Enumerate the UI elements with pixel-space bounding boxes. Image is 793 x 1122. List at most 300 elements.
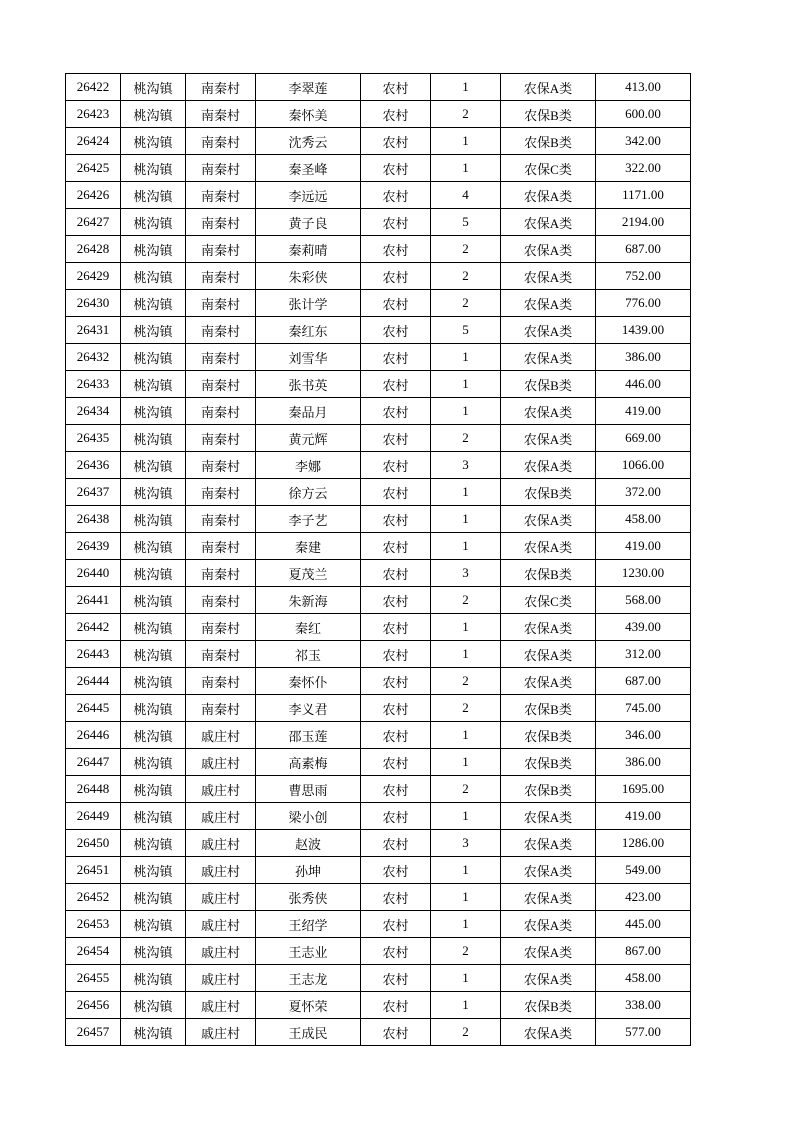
table-cell-town: 桃沟镇 [121, 425, 186, 452]
table-cell-person-name: 王志业 [256, 938, 361, 965]
table-cell-village: 南秦村 [186, 317, 256, 344]
table-cell-residence-type: 农村 [361, 479, 431, 506]
table-cell-town: 桃沟镇 [121, 101, 186, 128]
table-cell-person-name: 张书英 [256, 371, 361, 398]
table-cell-person-count: 5 [431, 209, 501, 236]
table-cell-insurance-category: 农保B类 [501, 722, 596, 749]
table-cell-person-name: 李翠莲 [256, 74, 361, 101]
table-cell-village: 戚庄村 [186, 749, 256, 776]
table-cell-record-id: 26425 [66, 155, 121, 182]
table-cell-record-id: 26450 [66, 830, 121, 857]
table-cell-village: 南秦村 [186, 587, 256, 614]
table-cell-residence-type: 农村 [361, 263, 431, 290]
table-cell-town: 桃沟镇 [121, 128, 186, 155]
table-cell-person-count: 2 [431, 425, 501, 452]
table-row [66, 776, 691, 803]
table-cell-record-id: 26455 [66, 965, 121, 992]
table-cell-record-id: 26438 [66, 506, 121, 533]
table-cell-amount: 687.00 [596, 668, 691, 695]
table-cell-insurance-category: 农保A类 [501, 641, 596, 668]
table-cell-insurance-category: 农保A类 [501, 911, 596, 938]
table-cell-record-id: 26430 [66, 290, 121, 317]
table-cell-amount: 752.00 [596, 263, 691, 290]
table-cell-person-count: 2 [431, 695, 501, 722]
table-cell-insurance-category: 农保A类 [501, 263, 596, 290]
table-cell-residence-type: 农村 [361, 209, 431, 236]
table-row [66, 992, 691, 1019]
table-cell-person-name: 秦怀仆 [256, 668, 361, 695]
table-cell-person-name: 高素梅 [256, 749, 361, 776]
table-row [66, 965, 691, 992]
table-cell-village: 戚庄村 [186, 992, 256, 1019]
table-cell-amount: 439.00 [596, 614, 691, 641]
table-cell-person-count: 4 [431, 182, 501, 209]
table-cell-amount: 372.00 [596, 479, 691, 506]
table-cell-village: 南秦村 [186, 74, 256, 101]
table-cell-town: 桃沟镇 [121, 74, 186, 101]
table-cell-village: 南秦村 [186, 236, 256, 263]
table-cell-amount: 1439.00 [596, 317, 691, 344]
table-cell-insurance-category: 农保B类 [501, 371, 596, 398]
table-cell-record-id: 26445 [66, 695, 121, 722]
table-row [66, 911, 691, 938]
table-row [66, 425, 691, 452]
table-cell-record-id: 26442 [66, 614, 121, 641]
table-cell-town: 桃沟镇 [121, 479, 186, 506]
table-cell-person-count: 1 [431, 722, 501, 749]
table-cell-insurance-category: 农保C类 [501, 155, 596, 182]
table-row [66, 452, 691, 479]
table-cell-town: 桃沟镇 [121, 506, 186, 533]
table-cell-insurance-category: 农保B类 [501, 992, 596, 1019]
table-cell-person-name: 王绍学 [256, 911, 361, 938]
table-row [66, 722, 691, 749]
table-cell-insurance-category: 农保A类 [501, 938, 596, 965]
table-cell-village: 戚庄村 [186, 965, 256, 992]
table-row [66, 344, 691, 371]
table-cell-insurance-category: 农保A类 [501, 884, 596, 911]
table-cell-village: 南秦村 [186, 560, 256, 587]
table-row [66, 155, 691, 182]
table-cell-residence-type: 农村 [361, 965, 431, 992]
table-cell-village: 戚庄村 [186, 722, 256, 749]
table-cell-village: 戚庄村 [186, 830, 256, 857]
table-cell-person-count: 1 [431, 506, 501, 533]
table-cell-town: 桃沟镇 [121, 209, 186, 236]
table-cell-insurance-category: 农保B类 [501, 128, 596, 155]
table-cell-amount: 1695.00 [596, 776, 691, 803]
table-cell-insurance-category: 农保B类 [501, 749, 596, 776]
table-cell-insurance-category: 农保B类 [501, 560, 596, 587]
table-row [66, 101, 691, 128]
table-cell-record-id: 26428 [66, 236, 121, 263]
table-cell-amount: 669.00 [596, 425, 691, 452]
table-cell-residence-type: 农村 [361, 560, 431, 587]
table-cell-person-count: 2 [431, 263, 501, 290]
table-cell-residence-type: 农村 [361, 425, 431, 452]
table-cell-town: 桃沟镇 [121, 776, 186, 803]
table-cell-insurance-category: 农保A类 [501, 344, 596, 371]
table-cell-person-count: 1 [431, 479, 501, 506]
table-cell-town: 桃沟镇 [121, 722, 186, 749]
table-cell-town: 桃沟镇 [121, 857, 186, 884]
table-cell-person-name: 李子艺 [256, 506, 361, 533]
table-cell-amount: 386.00 [596, 749, 691, 776]
table-cell-village: 南秦村 [186, 128, 256, 155]
table-cell-person-name: 徐方云 [256, 479, 361, 506]
table-cell-residence-type: 农村 [361, 668, 431, 695]
table-cell-village: 南秦村 [186, 668, 256, 695]
table-row [66, 263, 691, 290]
table-cell-amount: 413.00 [596, 74, 691, 101]
table-cell-amount: 1286.00 [596, 830, 691, 857]
table-cell-village: 南秦村 [186, 263, 256, 290]
table-cell-person-name: 朱新海 [256, 587, 361, 614]
table-cell-town: 桃沟镇 [121, 236, 186, 263]
table-cell-town: 桃沟镇 [121, 398, 186, 425]
table-cell-record-id: 26433 [66, 371, 121, 398]
table-cell-amount: 312.00 [596, 641, 691, 668]
table-cell-insurance-category: 农保A类 [501, 452, 596, 479]
table-cell-insurance-category: 农保A类 [501, 290, 596, 317]
table-cell-record-id: 26454 [66, 938, 121, 965]
table-cell-person-count: 2 [431, 668, 501, 695]
table-cell-town: 桃沟镇 [121, 695, 186, 722]
table-row [66, 749, 691, 776]
table-cell-person-name: 秦圣峰 [256, 155, 361, 182]
table-cell-village: 南秦村 [186, 344, 256, 371]
table-cell-insurance-category: 农保A类 [501, 965, 596, 992]
table-cell-amount: 445.00 [596, 911, 691, 938]
table-cell-residence-type: 农村 [361, 695, 431, 722]
table-cell-insurance-category: 农保A类 [501, 803, 596, 830]
table-cell-record-id: 26434 [66, 398, 121, 425]
table-cell-town: 桃沟镇 [121, 263, 186, 290]
table-cell-residence-type: 农村 [361, 830, 431, 857]
table-cell-person-name: 秦怀美 [256, 101, 361, 128]
table-cell-village: 戚庄村 [186, 1019, 256, 1046]
table-cell-person-count: 1 [431, 749, 501, 776]
table-cell-amount: 458.00 [596, 506, 691, 533]
table-cell-residence-type: 农村 [361, 938, 431, 965]
table-cell-record-id: 26435 [66, 425, 121, 452]
benefits-table [65, 73, 691, 1046]
table-cell-insurance-category: 农保A类 [501, 614, 596, 641]
table-cell-residence-type: 农村 [361, 884, 431, 911]
table-cell-town: 桃沟镇 [121, 587, 186, 614]
table-cell-person-name: 夏茂兰 [256, 560, 361, 587]
table-cell-person-count: 1 [431, 884, 501, 911]
table-cell-town: 桃沟镇 [121, 803, 186, 830]
table-cell-person-name: 秦红 [256, 614, 361, 641]
table-cell-amount: 745.00 [596, 695, 691, 722]
table-cell-person-name: 王志龙 [256, 965, 361, 992]
table-cell-record-id: 26429 [66, 263, 121, 290]
table-cell-town: 桃沟镇 [121, 317, 186, 344]
table-cell-amount: 577.00 [596, 1019, 691, 1046]
table-cell-insurance-category: 农保B类 [501, 695, 596, 722]
table-cell-record-id: 26449 [66, 803, 121, 830]
table-cell-insurance-category: 农保A类 [501, 317, 596, 344]
table-cell-village: 南秦村 [186, 533, 256, 560]
table-cell-amount: 338.00 [596, 992, 691, 1019]
table-row [66, 614, 691, 641]
table-row [66, 857, 691, 884]
table-cell-amount: 446.00 [596, 371, 691, 398]
table-cell-person-name: 秦品月 [256, 398, 361, 425]
table-row [66, 290, 691, 317]
table-cell-town: 桃沟镇 [121, 452, 186, 479]
table-row [66, 668, 691, 695]
table-cell-residence-type: 农村 [361, 101, 431, 128]
table-cell-residence-type: 农村 [361, 614, 431, 641]
table-cell-amount: 342.00 [596, 128, 691, 155]
table-cell-person-count: 1 [431, 155, 501, 182]
table-cell-residence-type: 农村 [361, 1019, 431, 1046]
table-cell-person-name: 曹思雨 [256, 776, 361, 803]
table-cell-insurance-category: 农保B类 [501, 101, 596, 128]
table-cell-insurance-category: 农保A类 [501, 1019, 596, 1046]
table-cell-residence-type: 农村 [361, 398, 431, 425]
table-cell-town: 桃沟镇 [121, 371, 186, 398]
table-cell-record-id: 26424 [66, 128, 121, 155]
table-cell-village: 南秦村 [186, 209, 256, 236]
table-cell-person-count: 2 [431, 236, 501, 263]
table-cell-village: 南秦村 [186, 452, 256, 479]
table-cell-person-count: 1 [431, 911, 501, 938]
table-row [66, 533, 691, 560]
table-cell-record-id: 26437 [66, 479, 121, 506]
table-cell-amount: 1230.00 [596, 560, 691, 587]
table-cell-village: 南秦村 [186, 695, 256, 722]
table-cell-residence-type: 农村 [361, 641, 431, 668]
table-cell-record-id: 26451 [66, 857, 121, 884]
table-cell-person-name: 李义君 [256, 695, 361, 722]
table-cell-record-id: 26446 [66, 722, 121, 749]
table-cell-village: 南秦村 [186, 182, 256, 209]
table-cell-person-name: 张计学 [256, 290, 361, 317]
table-cell-residence-type: 农村 [361, 857, 431, 884]
table-cell-insurance-category: 农保A类 [501, 74, 596, 101]
table-cell-person-count: 1 [431, 641, 501, 668]
table-cell-town: 桃沟镇 [121, 830, 186, 857]
table-cell-residence-type: 农村 [361, 722, 431, 749]
table-cell-town: 桃沟镇 [121, 749, 186, 776]
table-cell-amount: 600.00 [596, 101, 691, 128]
table-cell-person-name: 沈秀云 [256, 128, 361, 155]
table-cell-person-count: 1 [431, 533, 501, 560]
table-cell-record-id: 26426 [66, 182, 121, 209]
table-cell-record-id: 26439 [66, 533, 121, 560]
table-cell-residence-type: 农村 [361, 182, 431, 209]
table-cell-town: 桃沟镇 [121, 668, 186, 695]
table-cell-residence-type: 农村 [361, 344, 431, 371]
table-cell-town: 桃沟镇 [121, 1019, 186, 1046]
table-cell-amount: 1171.00 [596, 182, 691, 209]
table-cell-residence-type: 农村 [361, 74, 431, 101]
table-cell-village: 南秦村 [186, 155, 256, 182]
table-cell-village: 南秦村 [186, 506, 256, 533]
table-cell-village: 南秦村 [186, 371, 256, 398]
table-row [66, 182, 691, 209]
table-cell-person-name: 朱彩侠 [256, 263, 361, 290]
table-cell-insurance-category: 农保C类 [501, 587, 596, 614]
table-row [66, 641, 691, 668]
table-row [66, 209, 691, 236]
table-cell-amount: 386.00 [596, 344, 691, 371]
table-cell-insurance-category: 农保A类 [501, 830, 596, 857]
table-container [65, 73, 691, 1046]
table-cell-person-count: 1 [431, 74, 501, 101]
table-row [66, 317, 691, 344]
table-cell-village: 戚庄村 [186, 911, 256, 938]
table-cell-amount: 419.00 [596, 398, 691, 425]
table-row [66, 830, 691, 857]
table-cell-person-count: 2 [431, 290, 501, 317]
table-cell-residence-type: 农村 [361, 290, 431, 317]
table-cell-person-count: 2 [431, 1019, 501, 1046]
table-cell-village: 南秦村 [186, 479, 256, 506]
table-row [66, 398, 691, 425]
table-cell-village: 南秦村 [186, 425, 256, 452]
table-cell-village: 戚庄村 [186, 884, 256, 911]
table-cell-residence-type: 农村 [361, 776, 431, 803]
table-cell-record-id: 26452 [66, 884, 121, 911]
table-cell-town: 桃沟镇 [121, 614, 186, 641]
table-cell-town: 桃沟镇 [121, 560, 186, 587]
table-cell-residence-type: 农村 [361, 587, 431, 614]
table-cell-person-count: 2 [431, 776, 501, 803]
table-row [66, 506, 691, 533]
table-cell-town: 桃沟镇 [121, 533, 186, 560]
table-cell-person-name: 祁玉 [256, 641, 361, 668]
table-cell-person-count: 1 [431, 965, 501, 992]
table-cell-town: 桃沟镇 [121, 344, 186, 371]
table-cell-person-count: 2 [431, 587, 501, 614]
table-cell-insurance-category: 农保A类 [501, 236, 596, 263]
table-row [66, 128, 691, 155]
table-body [66, 74, 691, 1046]
table-cell-village: 戚庄村 [186, 938, 256, 965]
table-cell-record-id: 26423 [66, 101, 121, 128]
table-cell-person-count: 1 [431, 803, 501, 830]
table-row [66, 371, 691, 398]
table-cell-amount: 1066.00 [596, 452, 691, 479]
table-cell-insurance-category: 农保A类 [501, 668, 596, 695]
table-cell-record-id: 26448 [66, 776, 121, 803]
table-cell-amount: 568.00 [596, 587, 691, 614]
table-cell-village: 戚庄村 [186, 803, 256, 830]
table-cell-insurance-category: 农保A类 [501, 398, 596, 425]
table-cell-person-name: 赵波 [256, 830, 361, 857]
table-row [66, 938, 691, 965]
table-cell-residence-type: 农村 [361, 911, 431, 938]
table-cell-person-count: 1 [431, 614, 501, 641]
table-cell-record-id: 26427 [66, 209, 121, 236]
table-cell-person-count: 1 [431, 344, 501, 371]
table-cell-person-count: 3 [431, 452, 501, 479]
table-cell-village: 南秦村 [186, 614, 256, 641]
table-cell-amount: 322.00 [596, 155, 691, 182]
table-cell-residence-type: 农村 [361, 236, 431, 263]
table-cell-amount: 419.00 [596, 803, 691, 830]
table-cell-amount: 867.00 [596, 938, 691, 965]
table-cell-town: 桃沟镇 [121, 992, 186, 1019]
table-cell-insurance-category: 农保A类 [501, 425, 596, 452]
table-cell-record-id: 26432 [66, 344, 121, 371]
table-cell-town: 桃沟镇 [121, 155, 186, 182]
table-cell-village: 南秦村 [186, 398, 256, 425]
table-cell-person-name: 王成民 [256, 1019, 361, 1046]
table-cell-insurance-category: 农保B类 [501, 479, 596, 506]
table-cell-record-id: 26456 [66, 992, 121, 1019]
table-cell-person-count: 1 [431, 992, 501, 1019]
table-row [66, 74, 691, 101]
table-cell-person-count: 1 [431, 128, 501, 155]
table-cell-amount: 419.00 [596, 533, 691, 560]
table-cell-amount: 458.00 [596, 965, 691, 992]
table-cell-amount: 687.00 [596, 236, 691, 263]
table-cell-person-count: 1 [431, 371, 501, 398]
table-cell-person-count: 2 [431, 938, 501, 965]
table-row [66, 803, 691, 830]
table-cell-person-name: 秦红东 [256, 317, 361, 344]
table-cell-person-name: 李远远 [256, 182, 361, 209]
table-cell-town: 桃沟镇 [121, 965, 186, 992]
table-row [66, 884, 691, 911]
table-cell-village: 戚庄村 [186, 776, 256, 803]
table-cell-amount: 423.00 [596, 884, 691, 911]
table-cell-village: 南秦村 [186, 101, 256, 128]
table-cell-amount: 2194.00 [596, 209, 691, 236]
table-cell-town: 桃沟镇 [121, 938, 186, 965]
table-cell-record-id: 26431 [66, 317, 121, 344]
table-cell-residence-type: 农村 [361, 155, 431, 182]
table-cell-amount: 776.00 [596, 290, 691, 317]
table-cell-town: 桃沟镇 [121, 182, 186, 209]
table-cell-residence-type: 农村 [361, 452, 431, 479]
table-cell-insurance-category: 农保A类 [501, 533, 596, 560]
table-cell-record-id: 26422 [66, 74, 121, 101]
table-cell-village: 南秦村 [186, 290, 256, 317]
table-cell-town: 桃沟镇 [121, 911, 186, 938]
table-cell-residence-type: 农村 [361, 506, 431, 533]
table-cell-amount: 346.00 [596, 722, 691, 749]
table-cell-amount: 549.00 [596, 857, 691, 884]
table-cell-person-count: 5 [431, 317, 501, 344]
table-cell-residence-type: 农村 [361, 749, 431, 776]
table-cell-person-name: 黄子良 [256, 209, 361, 236]
table-cell-record-id: 26436 [66, 452, 121, 479]
table-cell-record-id: 26453 [66, 911, 121, 938]
table-cell-person-name: 李娜 [256, 452, 361, 479]
table-cell-record-id: 26440 [66, 560, 121, 587]
table-cell-insurance-category: 农保A类 [501, 857, 596, 884]
table-cell-person-name: 张秀侠 [256, 884, 361, 911]
table-cell-town: 桃沟镇 [121, 884, 186, 911]
table-cell-person-count: 3 [431, 560, 501, 587]
table-cell-person-name: 梁小创 [256, 803, 361, 830]
table-cell-record-id: 26447 [66, 749, 121, 776]
table-cell-residence-type: 农村 [361, 371, 431, 398]
table-cell-residence-type: 农村 [361, 803, 431, 830]
table-cell-record-id: 26443 [66, 641, 121, 668]
table-cell-residence-type: 农村 [361, 128, 431, 155]
table-row [66, 587, 691, 614]
table-cell-town: 桃沟镇 [121, 290, 186, 317]
table-cell-person-name: 秦莉晴 [256, 236, 361, 263]
table-cell-insurance-category: 农保A类 [501, 209, 596, 236]
